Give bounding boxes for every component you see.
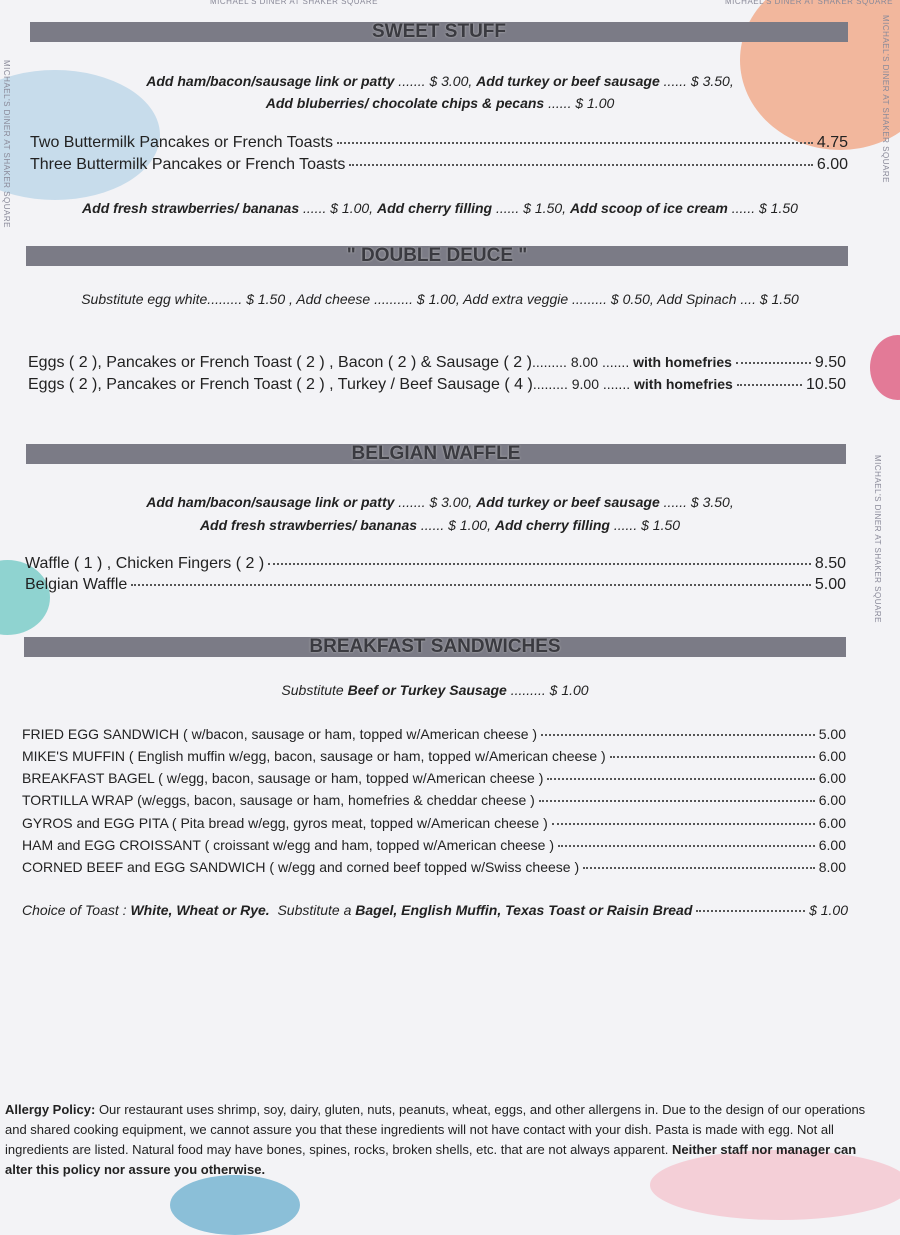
- menu-item: Eggs ( 2 ), Pancakes or French Toast ( 2 ) , Bacon ( 2 ) & Sausage ( 2 ) ......... 8.00 ....... with homefries 9.50: [28, 354, 846, 371]
- section-header-double-deuce: [26, 246, 848, 266]
- allergy-policy: Allergy Policy: Our restaurant uses shrimp, soy, dairy, gluten, nuts, peanuts, wheat, eggs, and other allergens in. Due to the design of our operations and shared cooking equipment, we cannot assure you that these ingredients will not have contact with your dish. Pasta is made with egg. Not all ingredients are listed. Natural food may have bones, spines, rocks, broken shells, etc. that are not always apparent. Neither staff nor manager can alter this policy nor assure you otherwise.: [5, 1102, 866, 1177]
- section-header-belgian-waffle: [26, 444, 846, 464]
- menu-item: Waffle ( 1 ) , Chicken Fingers ( 2 ) 8.50: [25, 555, 846, 572]
- menu-item: CORNED BEEF and EGG SANDWICH ( w/egg and corned beef topped w/Swiss cheese ) 8.00: [22, 859, 846, 875]
- watermark-top-right: MICHAEL'S DINER AT SHAKER SQUARE: [725, 0, 893, 6]
- menu-item: Eggs ( 2 ), Pancakes or French Toast ( 2 ) , Turkey / Beef Sausage ( 4 ) ......... 9.00 ....... with homefries 10.50: [28, 376, 846, 393]
- watermark-left-side: MICHAEL'S DINER AT SHAKER SQUARE: [2, 60, 11, 228]
- section-title: BELGIAN WAFFLE: [351, 443, 521, 464]
- menu-item: Belgian Waffle 5.00: [25, 576, 846, 593]
- decor-pink-blob: [870, 335, 900, 400]
- section-header-sweet-stuff: [30, 22, 848, 42]
- watermark-right-side-2: MICHAEL'S DINER AT SHAKER SQUARE: [873, 455, 882, 623]
- deuce-substitutions: Substitute egg white......... $ 1.50 , Add cheese .......... $ 1.00, Add extra veggie ......... $ 0.50, Add Spinach .... $ 1.50: [81, 291, 799, 307]
- sweet-addon-line-1: Add ham/bacon/sausage link or patty ....... $ 3.00, Add turkey or beef sausage ...... $ 3.50,: [146, 73, 734, 89]
- menu-item: BREAKFAST BAGEL ( w/egg, bacon, sausage or ham, topped w/American cheese ) 6.00: [22, 770, 846, 786]
- decor-blue-blob-bottom: [170, 1175, 300, 1235]
- sweet-addon-line-2: Add bluberries/ chocolate chips & pecans ...... $ 1.00: [265, 95, 615, 111]
- section-title: SWEET STUFF: [371, 21, 507, 42]
- section-title: " DOUBLE DEUCE ": [346, 245, 528, 266]
- menu-item: GYROS and EGG PITA ( Pita bread w/egg, gyros meat, topped w/American cheese ) 6.00: [22, 815, 846, 831]
- waffle-addon-line-1: Add ham/bacon/sausage link or patty ....... $ 3.00, Add turkey or beef sausage ...... $ 3.50,: [146, 494, 734, 510]
- menu-item: MIKE'S MUFFIN ( English muffin w/egg, bacon, sausage or ham, topped w/American cheese ) 6.00: [22, 748, 846, 764]
- section-title: BREAKFAST SANDWICHES: [309, 636, 561, 657]
- toast-choice-line: Choice of Toast : White, Wheat or Rye. Substitute a Bagel, English Muffin, Texas Toast or Raisin Bread $ 1.00: [22, 902, 848, 918]
- sandwich-substitution: Substitute Beef or Turkey Sausage ......... $ 1.00: [281, 682, 589, 698]
- section-header-breakfast-sandwiches: [24, 637, 846, 657]
- watermark-top-left: MICHAEL'S DINER AT SHAKER SQUARE: [210, 0, 378, 6]
- waffle-addon-line-2: Add fresh strawberries/ bananas ...... $ 1.00, Add cherry filling ...... $ 1.50: [199, 517, 681, 533]
- sweet-addon-line-3: Add fresh strawberries/ bananas ...... $ 1.00, Add cherry filling ...... $ 1.50, Add scoop of ice cream ...... $ 1.50: [82, 200, 798, 216]
- menu-item: Two Buttermilk Pancakes or French Toasts 4.75: [30, 134, 848, 151]
- menu-item: HAM and EGG CROISSANT ( croissant w/egg and ham, topped w/American cheese ) 6.00: [22, 837, 846, 853]
- watermark-right-side: MICHAEL'S DINER AT SHAKER SQUARE: [881, 15, 890, 183]
- menu-item: FRIED EGG SANDWICH ( w/bacon, sausage or ham, topped w/American cheese ) 5.00: [22, 726, 846, 742]
- menu-item: TORTILLA WRAP (w/eggs, bacon, sausage or ham, homefries & cheddar cheese ) 6.00: [22, 792, 846, 808]
- menu-item: Three Buttermilk Pancakes or French Toasts 6.00: [30, 156, 848, 173]
